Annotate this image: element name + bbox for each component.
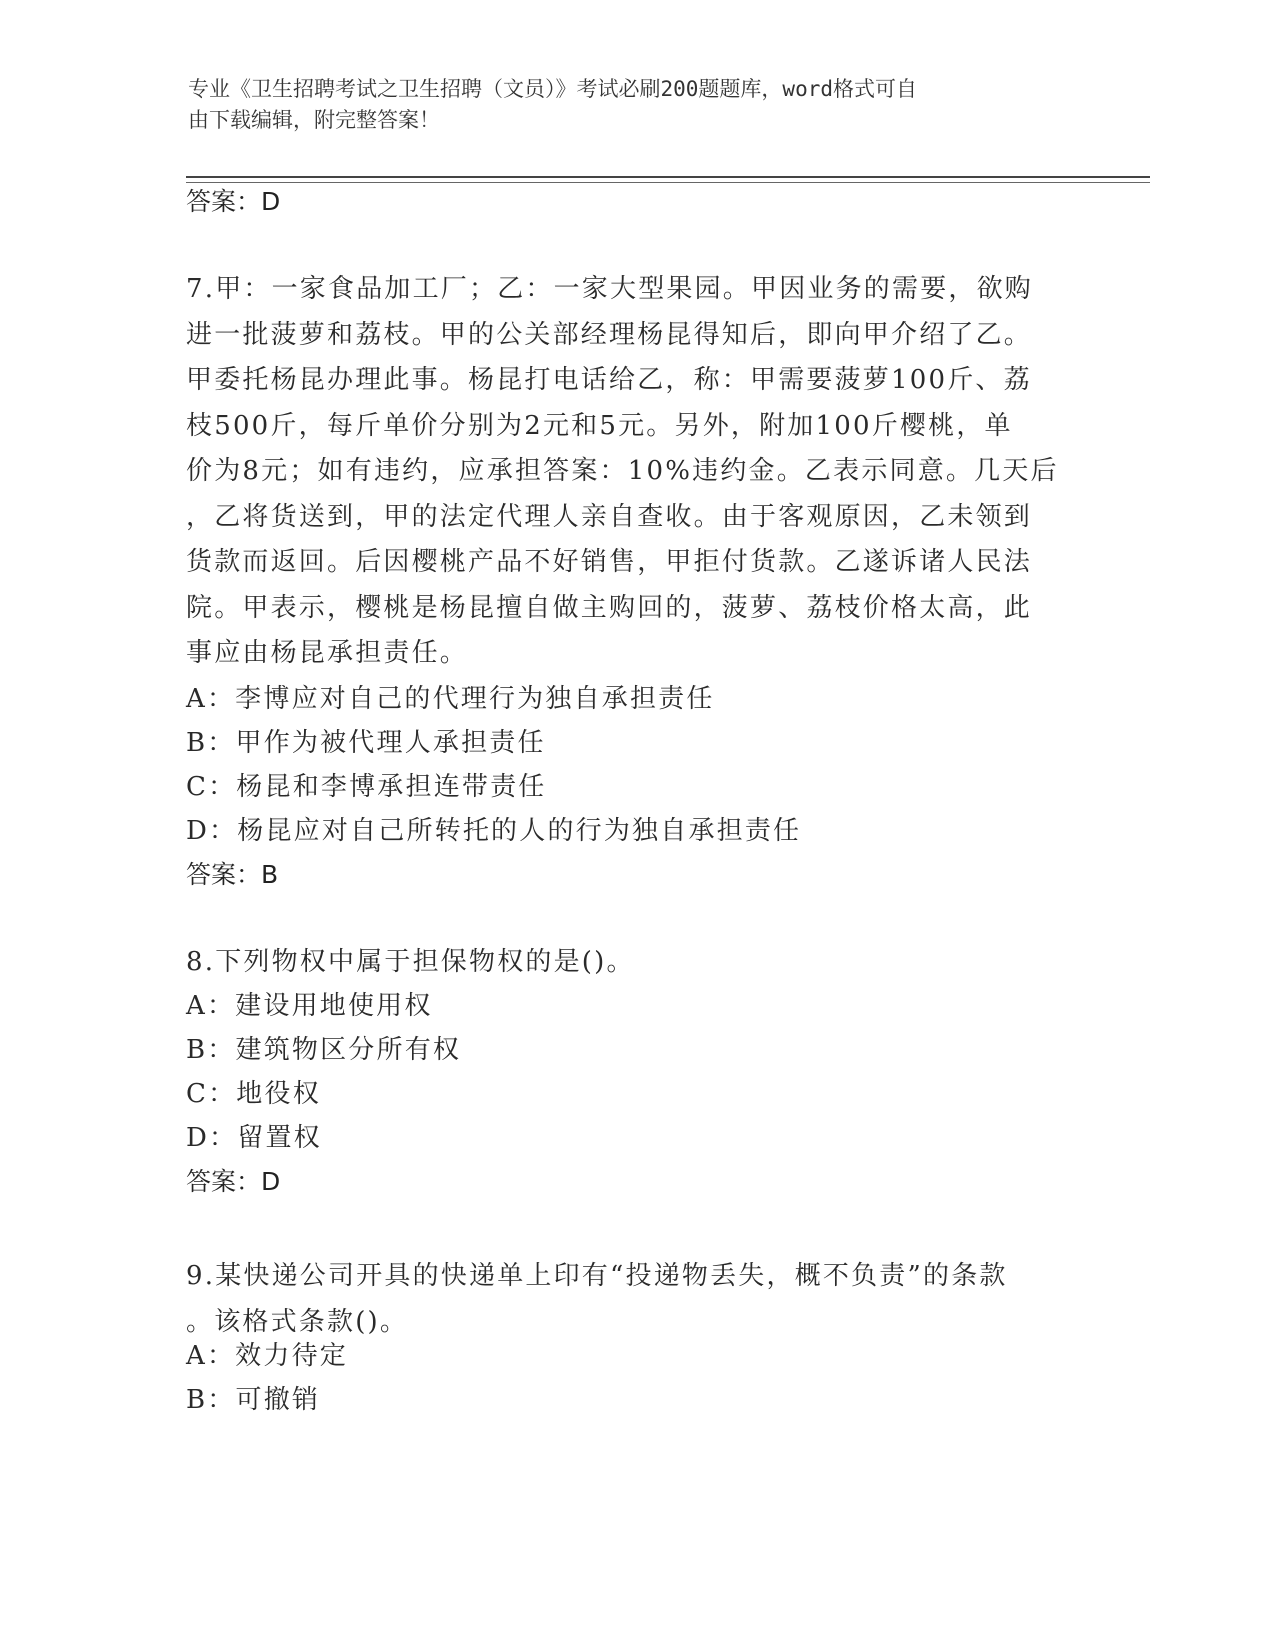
question-7-option-b: B：甲作为被代理人承担责任 xyxy=(186,728,546,758)
question-9-option-a: A：效力待定 xyxy=(186,1341,348,1371)
question-7-option-c: C：杨昆和李博承担连带责任 xyxy=(186,772,547,802)
question-7-line: 价为8元；如有违约，应承担答案：10%违约金。乙表示同意。几天后 xyxy=(186,456,1059,486)
header-line-1: 专业《卫生招聘考试之卫生招聘（文员）》考试必刷200题题库，word格式可自 xyxy=(188,77,917,101)
question-7-line: 院。甲表示，樱桃是杨昆擅自做主购回的，菠萝、荔枝价格太高，此 xyxy=(186,592,1033,623)
question-7-stem xyxy=(186,267,1086,677)
question-7-line: 甲委托杨昆办理此事。杨昆打电话给乙，称：甲需要菠萝100斤、荔 xyxy=(186,365,1032,395)
question-8-option-b: B：建筑物区分所有权 xyxy=(186,1035,462,1065)
answer-q8: 答案：D xyxy=(186,1167,281,1196)
question-7-line: 事应由杨昆承担责任。 xyxy=(186,638,469,668)
document-header xyxy=(188,74,1068,136)
question-7-line: 7.甲：一家食品加工厂；乙：一家大型果园。甲因业务的需要，欲购 xyxy=(186,274,1034,304)
question-7-option-a: A：李博应对自己的代理行为独自承担责任 xyxy=(186,684,715,714)
question-8-option-c: C：地役权 xyxy=(186,1079,321,1109)
question-7-line: 进一批菠萝和荔枝。甲的公关部经理杨昆得知后，即向甲介绍了乙。 xyxy=(186,319,1033,350)
answer-q7: 答案：B xyxy=(186,860,279,889)
question-9-line: 9.某快递公司开具的快递单上印有“投递物丢失，概不负责”的条款 xyxy=(186,1261,1008,1291)
question-8-option-d: D：留置权 xyxy=(186,1123,322,1153)
question-9-stem xyxy=(186,1254,1086,1345)
question-7-line: 枝500斤，每斤单价分别为2元和5元。另外，附加100斤樱桃，单 xyxy=(186,410,1013,441)
question-7-line: ，乙将货送到，甲的法定代理人亲自查收。由于客观原因，乙未领到 xyxy=(186,501,1033,532)
answer-q6: 答案：D xyxy=(186,187,281,216)
header-divider-thick xyxy=(186,176,1150,178)
header-divider-thin xyxy=(186,182,1150,183)
question-8-stem: 8.下列物权中属于担保物权的是()。 xyxy=(186,947,635,977)
question-8-option-a: A：建设用地使用权 xyxy=(186,991,433,1021)
question-7-line: 货款而返回。后因樱桃产品不好销售，甲拒付货款。乙遂诉诸人民法 xyxy=(186,547,1033,577)
question-7-option-d: D：杨昆应对自己所转托的人的行为独自承担责任 xyxy=(186,816,802,846)
question-9-option-b: B：可撤销 xyxy=(186,1385,321,1415)
header-line-2: 由下载编辑，附完整答案！ xyxy=(188,108,440,132)
question-9-line: 。该格式条款()。 xyxy=(186,1306,409,1337)
